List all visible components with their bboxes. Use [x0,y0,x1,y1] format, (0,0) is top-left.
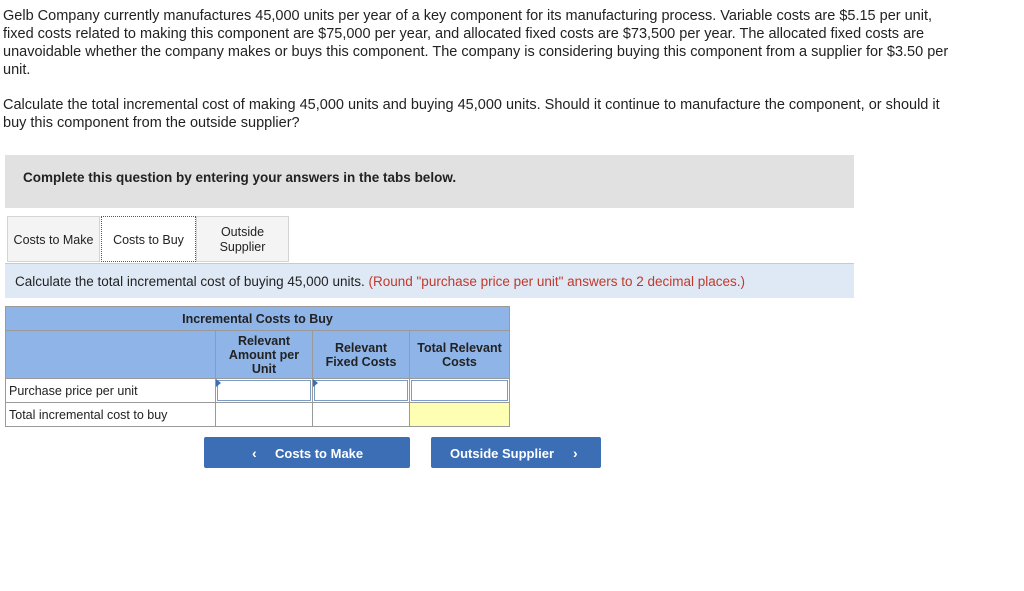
purchase-total-costs-input[interactable] [410,379,510,403]
tab-costs-to-buy[interactable] [101,216,196,262]
rounding-note: (Round "purchase price per unit" answers to 2 decimal places.) [368,274,746,289]
chevron-right-icon: › [573,445,578,461]
instruction-text: Calculate the total incremental cost of buying 45,000 units. [15,274,365,289]
next-button-label: Outside Supplier [450,446,555,461]
purchase-fixed-costs-input[interactable] [313,379,410,403]
question-paragraph-1: Gelb Company currently manufactures 45,000 units per year of a key component for its manufacturing process. Variable costs are $5.15 per unit, fixed costs related to making this component are $75,000 per year, and allocated fixed costs are $73,500 per year. The allocated fixed costs are unavoidable whether the company makes or buys this component. The company is considering buying this component from a supplier for $3.50 per unit. [3,8,949,78]
previous-button-label: Costs to Make [275,446,364,461]
column-header-fixed-costs: Relevant Fixed Costs [313,331,410,379]
instructions-banner [5,155,854,208]
question-paragraph-2: Calculate the total incremental cost of making 45,000 units and buying 45,000 units. Should it continue to manufacture the component, or should it buy this component from the outside supplier? [3,97,940,131]
tab-outside-supplier[interactable] [196,216,289,262]
table-row [6,379,510,403]
table-row [6,403,510,427]
tab-label: Costs to Make [13,233,94,247]
chevron-left-icon: ‹ [252,445,257,461]
column-header-total-costs: Total Relevant Costs [410,331,510,379]
header-blank [6,331,216,379]
row-label-purchase-price: Purchase price per unit [6,379,216,403]
input-marker-icon [216,379,221,387]
table-title: Incremental Costs to Buy [6,307,510,331]
previous-tab-button[interactable] [204,437,410,468]
input-marker-icon [313,379,318,387]
row-label-total-incremental-cost: Total incremental cost to buy [6,403,216,427]
column-header-amount-per-unit: Relevant Amount per Unit [216,331,313,379]
total-incremental-cost-input[interactable] [410,403,510,427]
empty-cell [313,403,410,427]
tab-costs-to-make[interactable] [7,216,100,262]
tab-label: Costs to Buy [113,233,184,247]
empty-cell [216,403,313,427]
tab-instruction [5,263,854,298]
purchase-price-per-unit-input[interactable] [216,379,313,403]
next-tab-button[interactable] [431,437,601,468]
tab-label: Outside Supplier [219,225,266,254]
incremental-costs-table [5,306,510,427]
banner-text: Complete this question by entering your answers in the tabs below. [23,170,457,185]
